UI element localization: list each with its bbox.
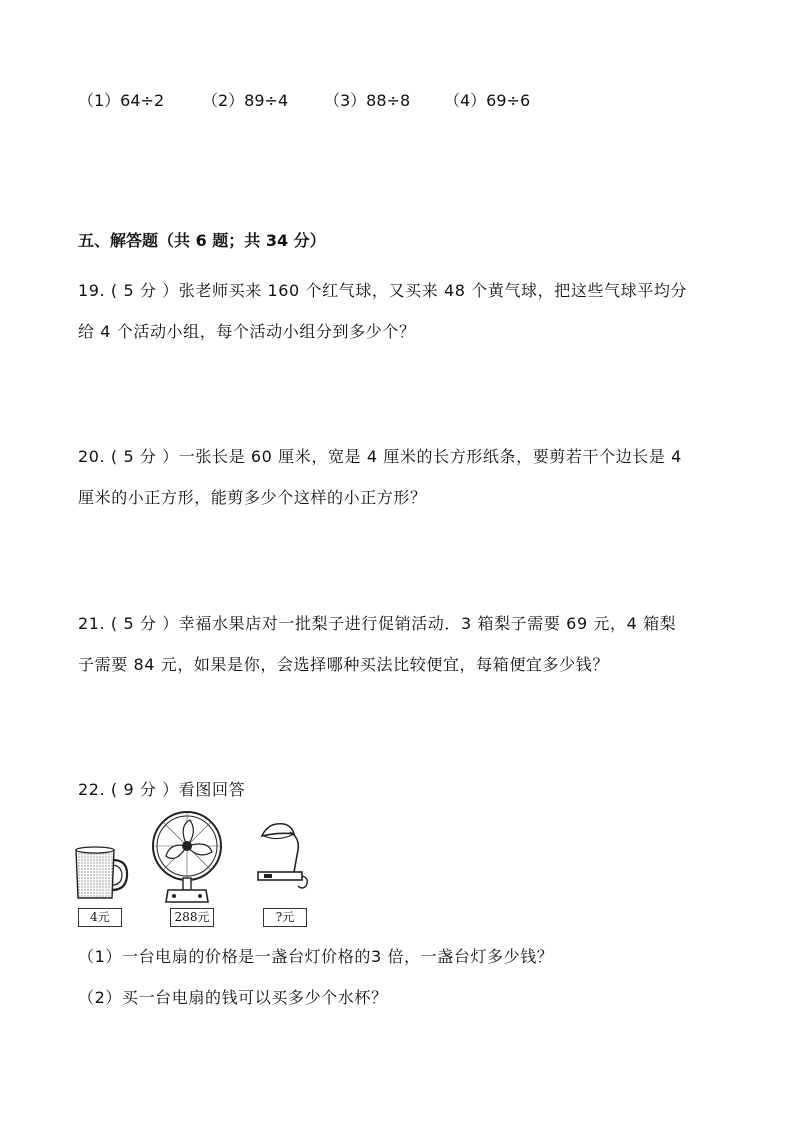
exercise-1: （1）64÷2 [78,91,165,110]
question-20-line-1: 20. ( 5 分 ）一张长是 60 厘米，宽是 4 厘米的长方形纸条，要剪若干个边长是 4 [78,447,682,466]
fan-icon [150,808,224,904]
question-19-line-2: 给 4 个活动小组，每个活动小组分到多少个？ [78,322,416,341]
exercise-3: （3）88÷8 [324,91,411,110]
cup-icon [72,844,132,902]
exercise-4: （4）69÷6 [444,91,531,110]
question-22-sub-2: （2）买一台电扇的钱可以买多少个水杯？ [78,988,388,1007]
question-22-line-1: 22. ( 9 分 ）看图回答 [78,780,246,799]
price-lamp: ?元 [263,908,307,927]
question-22-sub-1: （1）一台电扇的价格是一盏台灯价格的3 倍，一盏台灯多少钱？ [78,947,554,966]
lamp-icon [254,820,314,890]
question-21-line-1: 21. ( 5 分 ）幸福水果店对一批梨子进行促销活动．3 箱梨子需要 69 元，4 箱梨 [78,614,677,633]
question-20-line-2: 厘米的小正方形，能剪多少个这样的小正方形？ [78,488,427,507]
price-cup: 4元 [78,908,122,927]
section-heading: 五、解答题（共 6 题；共 34 分） [78,231,326,250]
price-fan: 288元 [170,908,214,927]
question-21-line-2: 子需要 84 元，如果是你，会选择哪种买法比较便宜，每箱便宜多少钱？ [78,655,609,674]
question-19-line-1: 19. ( 5 分 ）张老师买来 160 个红气球，又买来 48 个黄气球，把这些气球平均分 [78,281,688,300]
exercise-2: （2）89÷4 [202,91,289,110]
